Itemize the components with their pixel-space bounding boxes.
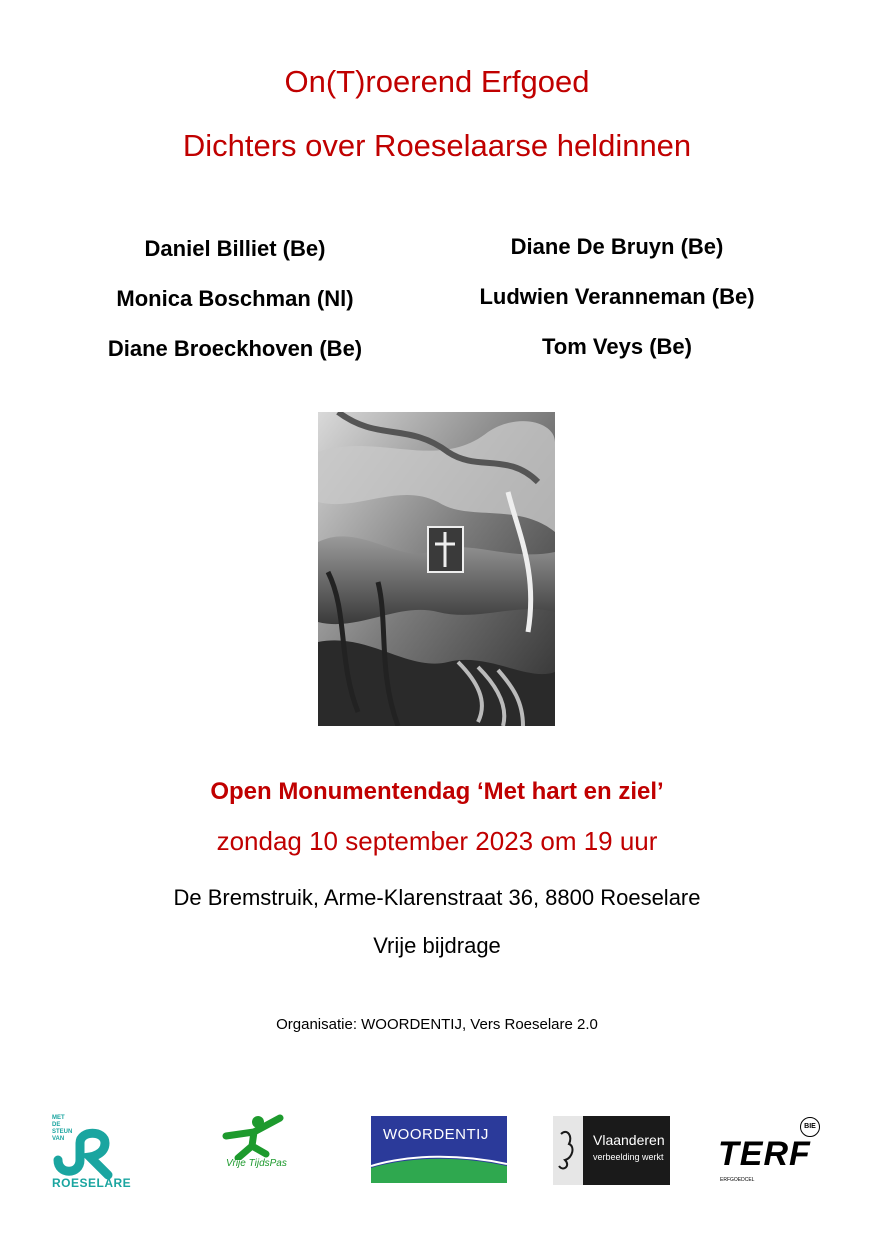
poster-title: On(T)roerend Erfgoed <box>284 64 590 99</box>
roeselare-name: ROESELARE <box>52 1176 132 1190</box>
terf-badge: BIE <box>800 1117 820 1137</box>
poster-subtitle: Dichters over Roeselaarse heldinnen <box>182 128 692 163</box>
poet-name: Monica Boschman (Nl) <box>116 286 354 311</box>
terf-small-text: ERFGOEDCEL <box>720 1177 755 1183</box>
poet-name: Diane Broeckhoven (Be) <box>107 336 363 361</box>
terf-logo <box>716 1117 822 1184</box>
poet-name: Tom Veys (Be) <box>542 334 692 359</box>
vlaanderen-logo <box>553 1116 670 1185</box>
poet-name: Daniel Billiet (Be) <box>144 236 326 261</box>
vlaanderen-name: Vlaanderen <box>593 1132 665 1148</box>
poet-name: Ludwien Veranneman (Be) <box>479 284 755 309</box>
woordentij-text: WOORDENTIJ <box>383 1126 489 1143</box>
terf-name: TERF <box>718 1135 811 1173</box>
poet-name: Diane De Bruyn (Be) <box>510 234 724 259</box>
vlaanderen-tagline: verbeelding werkt <box>593 1152 664 1162</box>
statue-relief-image <box>318 412 555 726</box>
woordentij-logo <box>371 1116 507 1183</box>
roeselare-side-text: MET DE STEUN VAN <box>52 1115 73 1142</box>
organisation-credits: Organisatie: WOORDENTIJ, Vers Roeselare 2.0 <box>276 1016 598 1033</box>
event-price: Vrije bijdrage <box>373 933 501 958</box>
event-location: De Bremstruik, Arme-Klarenstraat 36, 8800 Roeselare <box>173 885 701 910</box>
vlaanderen-background <box>553 1116 670 1185</box>
event-title: Open Monumentendag ‘Met hart en ziel’ <box>210 778 664 805</box>
statue-photo <box>318 412 555 726</box>
vrije-tijdspas-figure <box>222 1114 288 1160</box>
event-date: zondag 10 september 2023 om 19 uur <box>216 826 658 856</box>
vrije-tijdspas-text: Vrije TijdsPas <box>226 1158 287 1169</box>
vrije-tijdspas-logo <box>222 1114 288 1182</box>
roeselare-logo <box>50 1115 142 1190</box>
